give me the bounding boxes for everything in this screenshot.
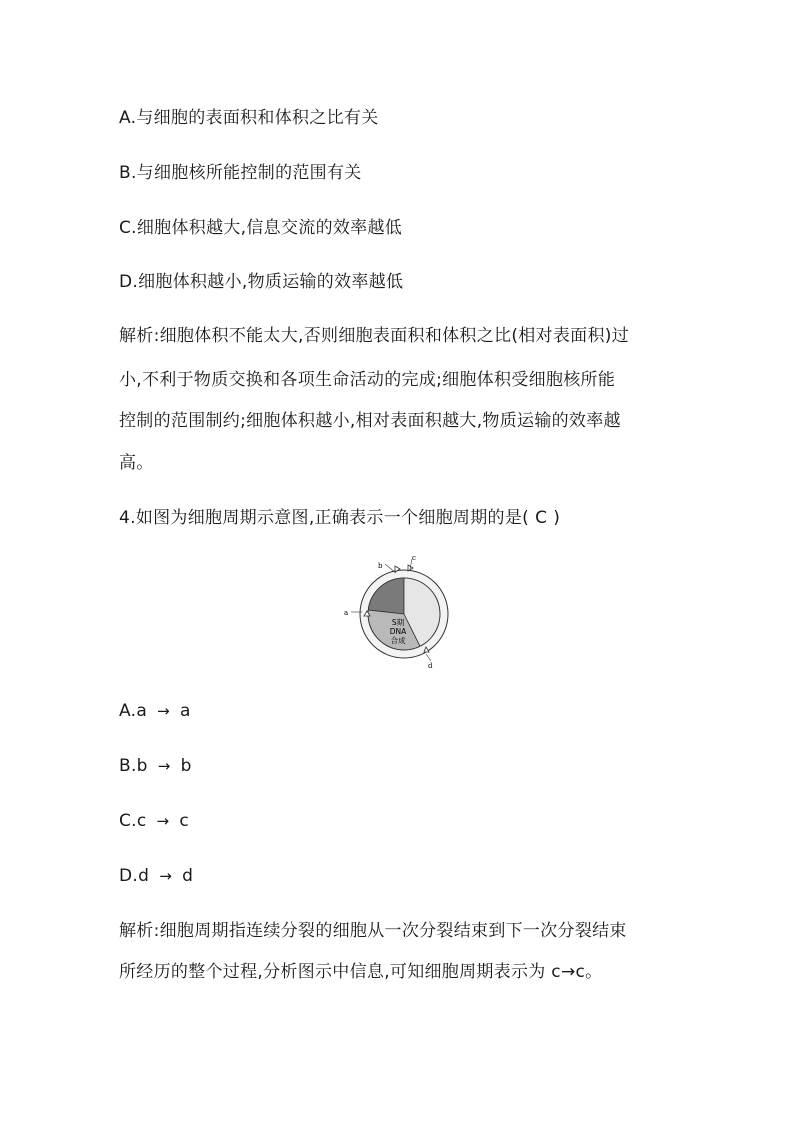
analysis-q4-line2: 所经历的整个过程,分析图示中信息,可知细胞周期表示为 c→c。 (119, 962, 603, 982)
analysis-q3-line4: 高。 (119, 453, 154, 473)
label-d: d (428, 662, 433, 670)
option-b-q3: B.与细胞核所能控制的范围有关 (119, 163, 362, 183)
option-a-q4: A.a → a (119, 701, 191, 721)
question-4-close-paren: ) (553, 508, 561, 528)
analysis-q4-line1: 解析:细胞周期指连续分裂的细胞从一次分裂结束到下一次分裂结束 (119, 921, 627, 941)
label-b: b (378, 562, 383, 570)
arrow-icon: → (159, 867, 173, 885)
analysis-q3-line2: 小,不利于物质交换和各项生命活动的完成;细胞体积受细胞核所能 (119, 370, 616, 390)
question-4-text: 4.如图为细胞周期示意图,正确表示一个细胞周期的是( (119, 508, 530, 528)
center-text-synthesis: 合成 (390, 636, 406, 645)
arrow-icon: → (157, 702, 170, 720)
option-b-q4: B.b → b (119, 756, 192, 776)
pointer-d (426, 654, 431, 661)
analysis-q3-line3: 控制的范围制约;细胞体积越小,相对表面积越大,物质运输的效率越 (119, 411, 621, 431)
center-text-dna: DNA (389, 627, 407, 636)
option-a-q3: A.与细胞的表面积和体积之比有关 (119, 108, 379, 128)
arrow-icon: → (157, 757, 171, 775)
option-d-q3: D.细胞体积越小,物质运输的效率越低 (119, 272, 404, 292)
option-c-q3: C.细胞体积越大,信息交流的效率越低 (119, 218, 403, 238)
question-4-answer: C (535, 508, 548, 528)
center-text-s-phase: S期 (391, 618, 405, 627)
cell-cycle-diagram (338, 555, 458, 675)
option-c-q4: C.c → c (119, 811, 190, 831)
option-d-q4: D.d → d (119, 866, 194, 886)
analysis-q3-line1: 解析:细胞体积不能太大,否则细胞表面积和体积之比(相对表面积)过 (119, 326, 629, 346)
question-4-stem (119, 506, 560, 530)
label-a: a (344, 609, 349, 617)
arrow-icon: → (156, 812, 170, 830)
label-c: c (412, 555, 416, 562)
